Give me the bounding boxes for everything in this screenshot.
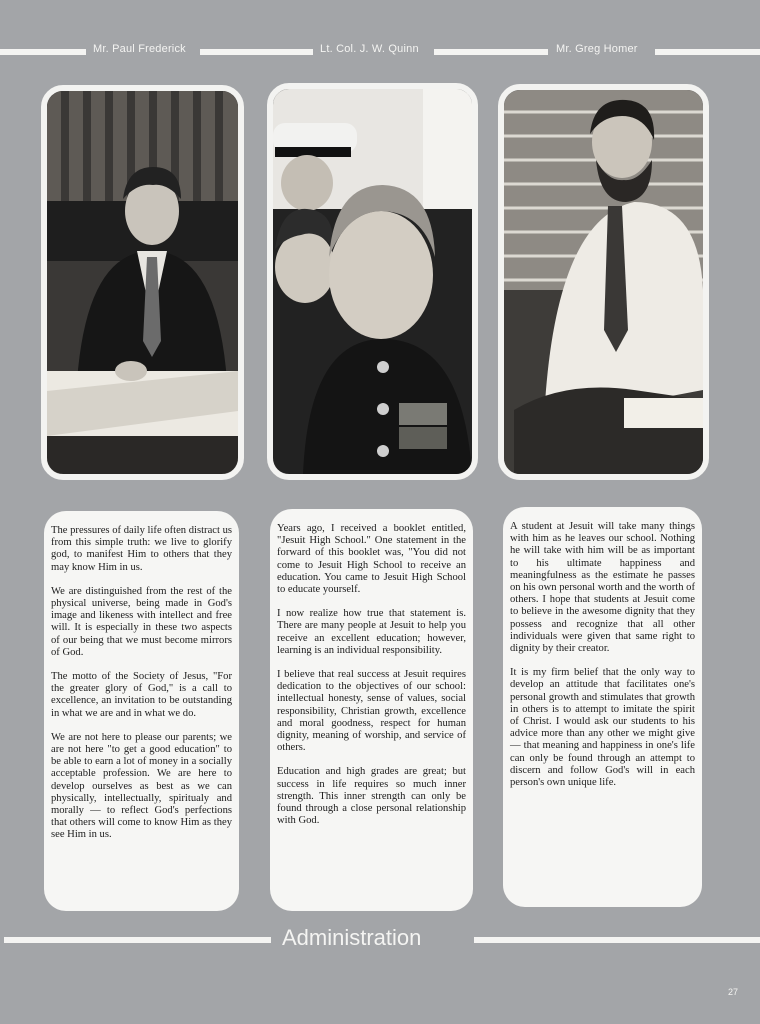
name-label-quinn: Lt. Col. J. W. Quinn <box>320 43 419 55</box>
photo-quinn <box>267 83 478 480</box>
divider <box>0 49 86 55</box>
text-column-frederick <box>44 511 239 911</box>
paragraph: It is my firm belief that the only way to develop an attitude that facilitates one's personal growth and stimulates that growth in others is to attempt to imitate the spirit of Christ. I would ask our students to his advice more than any other we might give — that meaning and happiness in one's life can only be found through an attempt to discern and follow God's will in each person's own unique life. <box>510 667 695 789</box>
photo-homer <box>498 84 709 480</box>
divider <box>655 49 760 55</box>
paragraph: Education and high grades are great; but success in life requires so much inner strength. This inner strength can only be found through a close personal relationship with God. <box>277 766 466 827</box>
divider <box>474 937 760 943</box>
name-label-frederick: Mr. Paul Frederick <box>93 43 186 55</box>
footer-bar <box>0 925 760 955</box>
paragraph: The motto of the Society of Jesus, "For the greater glory of God," is a call to excellence, an invitation to be outstanding in what we are and in what we do. <box>51 671 232 719</box>
photo-frederick <box>41 85 244 480</box>
paragraph: Years ago, I received a booklet entitled, "Jesuit High School." One statement in the forward of this booklet was, "You did not come to Jesuit High School to receive an education. You came to Jesuit High School to educate yourself. <box>277 523 466 596</box>
divider <box>434 49 548 55</box>
paragraph: The pressures of daily life often distract us from this simple truth: we live to glorify god, to manifest Him to others that they may know Him in us. <box>51 525 232 573</box>
photo-image <box>273 89 472 474</box>
text-column-homer <box>503 507 702 907</box>
section-title: Administration <box>282 925 422 950</box>
divider <box>4 937 271 943</box>
name-bar <box>0 42 760 62</box>
paragraph: A student at Jesuit will take many things with him as he leaves our school. Nothing he will take with him will be as important to his ultimate happiness and meaningfulness as the estimate he passes on his own personal worth and the worth of others. I hope that students at Jesuit come to believe in the awesome dignity that they possess and recognize that all other individuals were given that same right to dignity by their creator. <box>510 521 695 655</box>
paragraph: I now realize how true that statement is. There are many people at Jesuit to help you receive an excellent education; however, learning is an individual responsibility. <box>277 608 466 656</box>
photo-image <box>47 91 238 474</box>
text-column-quinn <box>270 509 473 911</box>
name-label-homer: Mr. Greg Homer <box>556 43 638 55</box>
paragraph: We are distinguished from the rest of the physical universe, being made in God's image and likeness with intellect and free will. It is especially in these two aspects of our being that we must become mirrors of God. <box>51 585 232 658</box>
divider <box>200 49 313 55</box>
paragraph: We are not here to please our parents; we are not here "to get a good education" to be able to earn a lot of money in a socially acceptable profession. We are here to develop ourselves as best as we can physically, intellectually, spiritualy and morally — to reflect God's perfections that others will come to know Him as they see Him in us. <box>51 731 232 841</box>
page-number: 27 <box>728 987 739 997</box>
paragraph: I believe that real success at Jesuit requires dedication to the objectives of our school: intellectual honesty, sense of values, social responsibility, Christian growth, excellence and moral goodness, respect for human dignity, meaning of worship, and service of others. <box>277 669 466 754</box>
photo-image <box>504 90 703 474</box>
